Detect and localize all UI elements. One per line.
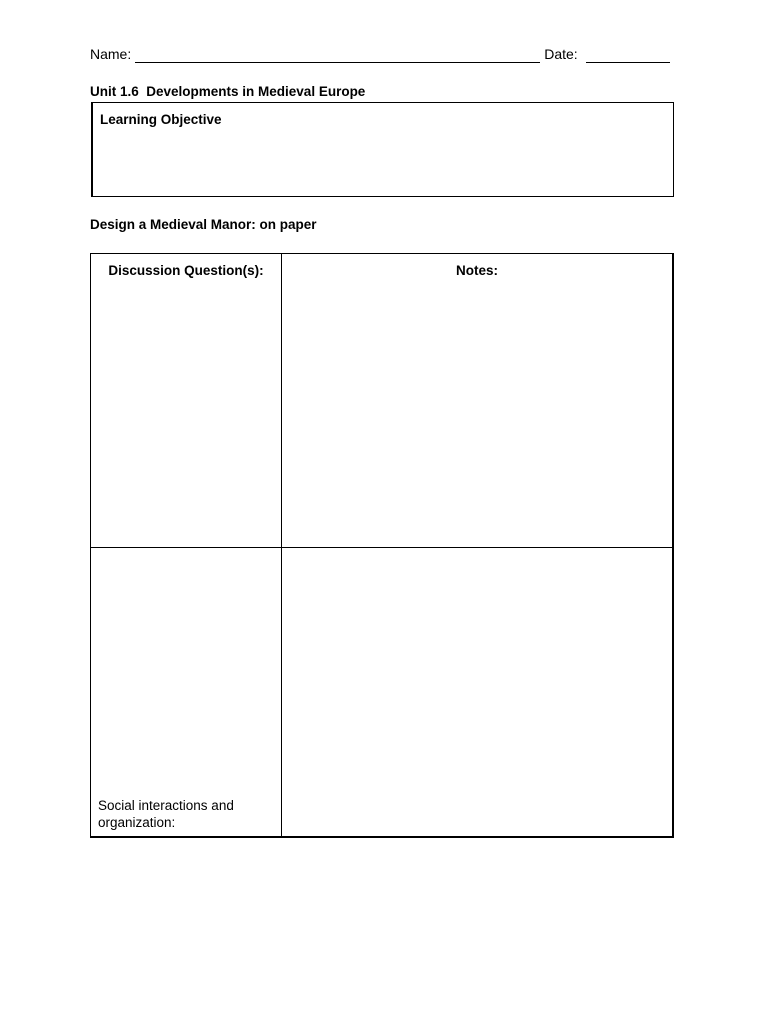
name-label: Name:: [90, 46, 132, 62]
date-blank-field[interactable]: [586, 49, 670, 63]
date-label: Date:: [544, 46, 578, 62]
notes-cell-2[interactable]: [282, 548, 672, 836]
unit-title: Unit 1.6 Developments in Medieval Europe: [90, 84, 366, 99]
name-date-line: [90, 45, 680, 63]
learning-objective-label: Learning Objective: [100, 112, 222, 127]
social-interactions-question: Social interactions and organization:: [98, 798, 234, 830]
notes-header: Notes:: [455, 263, 498, 278]
notes-table: [90, 253, 674, 838]
discussion-question-cell-2[interactable]: [91, 548, 282, 836]
learning-objective-box[interactable]: [91, 102, 674, 197]
name-blank-field[interactable]: [135, 49, 540, 63]
notes-cell[interactable]: [282, 254, 672, 548]
discussion-question-header: Discussion Question(s):: [108, 263, 264, 278]
design-title: Design a Medieval Manor: on paper: [90, 217, 317, 232]
discussion-question-cell[interactable]: [91, 254, 282, 548]
